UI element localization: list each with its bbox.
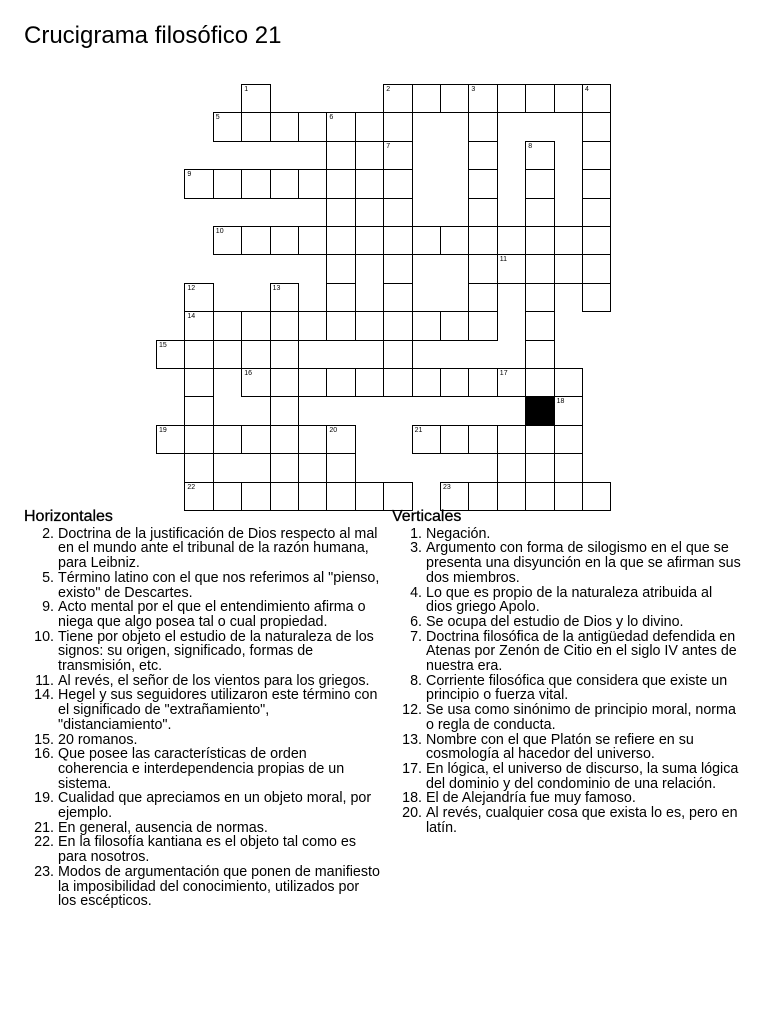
grid-cell[interactable] [326,198,355,227]
cell-number: 23 [443,483,451,491]
down-clue [392,527,742,542]
clue-text: Argumento con forma de silogismo en el que se presenta una disyunción en la que se afirman sus dos miembros. [426,540,741,586]
grid-cell[interactable] [270,340,299,369]
clue-number: 1. [410,525,422,542]
cell-number: 9 [187,171,192,179]
grid-cell[interactable] [270,368,299,397]
grid-cell[interactable] [241,311,270,340]
grid-cell[interactable] [241,368,270,397]
cell-number: 22 [187,483,196,491]
clue-number: 16. [34,746,54,763]
clue-text: Doctrina filosófica de la antigüedad defendida en Atenas por Zenón de Citio en el siglo IV antes de nuestra era. [426,628,737,675]
grid-cell[interactable] [582,226,611,255]
grid-cell[interactable] [270,169,299,198]
grid-cell[interactable] [326,425,355,454]
clue-number: 12. [402,702,422,719]
grid-cell[interactable] [525,198,554,227]
across-clue [24,527,380,571]
clue-text: En la filosofía kantiana es el objeto tal como es para nosotros. [58,834,357,866]
grid-cell[interactable] [355,482,384,511]
down-clue [392,630,742,674]
grid-cell[interactable] [554,482,583,511]
grid-cell[interactable] [440,425,469,454]
grid-cell[interactable] [270,226,299,255]
grid-cell[interactable] [440,84,469,113]
grid-cell[interactable] [525,311,554,340]
grid-cell[interactable] [582,112,611,141]
clue-text: El de Alejandría fue muy famoso. [426,790,636,807]
grid-cell[interactable] [355,368,384,397]
clue-text: Se usa como sinónimo de principio moral, norma o regla de conducta. [426,702,736,733]
grid-cell[interactable] [213,169,242,198]
down-clue [392,733,742,762]
grid-cell[interactable] [383,254,412,283]
grid-cell[interactable] [298,169,327,198]
clue-text: En general, ausencia de normas. [58,819,268,836]
grid-cell[interactable] [213,482,242,511]
grid-cell[interactable] [298,112,327,141]
grid-cell[interactable] [582,283,611,312]
grid-cell[interactable] [355,169,384,198]
grid-cell[interactable] [412,311,441,340]
down-clue [392,806,742,835]
grid-cell[interactable] [497,254,526,283]
grid-cell[interactable] [383,283,412,312]
grid-cell[interactable] [525,84,554,113]
grid-cell[interactable] [497,482,526,511]
cell-number: 12 [187,284,196,292]
across-clue-list [24,527,380,909]
grid-cell[interactable] [184,482,213,511]
grid-cell[interactable] [582,254,611,283]
clue-number: 8. [410,672,422,689]
down-clue [392,791,742,806]
grid-cell[interactable] [383,368,412,397]
clue-number: 7. [410,628,422,645]
grid-cell[interactable] [184,340,213,369]
grid-cell[interactable] [355,226,384,255]
grid-cell[interactable] [440,311,469,340]
grid-cell[interactable] [525,254,554,283]
grid-cell[interactable] [241,425,270,454]
clue-number: 14. [34,687,54,704]
grid-cell[interactable] [554,396,583,425]
grid-cell[interactable] [468,283,497,312]
clue-number: 18. [402,790,422,807]
grid-cell[interactable] [383,84,412,113]
across-clue [24,630,380,674]
grid-cell[interactable] [412,425,441,454]
grid-cell[interactable] [156,425,185,454]
clue-number: 21. [34,819,54,836]
cell-number: 16 [244,370,252,377]
grid-cell[interactable] [355,112,384,141]
grid-cell[interactable] [184,368,213,397]
cell-number: 2 [386,86,391,93]
grid-cell[interactable] [554,368,583,397]
clue-number: 10. [34,628,54,645]
grid-cell[interactable] [383,198,412,227]
down-clue-list [392,527,742,836]
across-clue [24,688,380,732]
cell-number: 18 [556,398,565,406]
clue-text: Se ocupa del estudio de Dios y lo divino. [426,613,684,630]
clue-number: 19. [34,790,54,807]
cell-number: 7 [386,142,391,150]
grid-cell[interactable] [241,226,270,255]
grid-cell[interactable] [383,169,412,198]
across-clue [24,747,380,791]
grid-cell[interactable] [355,311,384,340]
grid-cell[interactable] [383,340,412,369]
clue-text: Cualidad que apreciamos en un objeto moral, por ejemplo. [58,790,372,822]
across-clue [24,791,380,820]
down-clue [392,586,742,615]
cell-number: 21 [414,426,423,434]
grid-cell[interactable] [326,141,355,170]
grid-cell[interactable] [468,425,497,454]
grid-cell[interactable] [525,368,554,397]
grid-cell[interactable] [497,425,526,454]
cell-number: 1 [244,86,249,93]
clue-text: Que posee las características de orden coherencia e interdependencia propias de un sistema. [58,746,345,792]
grid-cell[interactable] [468,368,497,397]
grid-cell[interactable] [326,112,355,141]
grid-cell[interactable] [326,169,355,198]
grid-cell[interactable] [270,482,299,511]
clue-text: Término latino con el que nos referimos al "pienso, existo" de Descartes. [58,569,380,601]
cell-number: 13 [272,284,281,292]
down-clues [392,510,742,835]
grid-cell[interactable] [326,482,355,511]
grid-cell[interactable] [497,453,526,482]
grid-cell[interactable] [184,396,213,425]
clue-number: 3. [410,540,422,557]
grid-cell[interactable] [440,368,469,397]
grid-cell[interactable] [554,226,583,255]
clue-text: Lo que es propio de la naturaleza atribuida al dios griego Apolo. [426,584,713,616]
grid-cell[interactable] [468,141,497,170]
clue-text: Al revés, el señor de los vientos para los griegos. [58,672,370,689]
across-clue [24,571,380,600]
grid-cell[interactable] [270,396,299,425]
down-clue [392,615,742,630]
down-clue [392,703,742,732]
cell-number: 20 [329,426,338,434]
down-clue [392,674,742,703]
cell-number: 10 [215,228,224,235]
grid-cell[interactable] [241,84,270,113]
grid-cell[interactable] [468,311,497,340]
across-clue [24,865,380,909]
clue-number: 5. [42,569,54,586]
down-clue [392,762,742,791]
crossword-grid [0,0,768,500]
clue-text: Modos de argumentación que ponen de manifiesto la imposibilidad del conocimiento, utilizados por los escépticos. [58,863,380,910]
cell-number: 6 [329,114,334,122]
grid-cell[interactable] [184,453,213,482]
clue-number: 4. [410,584,422,601]
grid-cell[interactable] [241,112,270,141]
grid-cell[interactable] [298,425,327,454]
grid-cell[interactable] [383,226,412,255]
cell-number: 11 [499,256,508,264]
clue-text: Nombre con el que Platón se refiere en su cosmología al hacedor del universo. [426,731,694,763]
grid-cell[interactable] [582,141,611,170]
cell-number: 5 [215,114,220,122]
grid-cell[interactable] [270,112,299,141]
cell-number: 4 [585,86,589,93]
grid-cell[interactable] [440,226,469,255]
grid-cell[interactable] [468,254,497,283]
cell-number: 8 [528,142,533,150]
grid-cell[interactable] [383,112,412,141]
down-clue [392,541,742,585]
grid-cell[interactable] [184,425,213,454]
clue-number: 15. [34,731,54,748]
grid-cell[interactable] [298,226,327,255]
grid-cell[interactable] [184,311,213,340]
across-clue [24,821,380,836]
grid-cell[interactable] [497,84,526,113]
cell-number: 15 [159,341,167,349]
grid-cell[interactable] [184,283,213,312]
grid-cell[interactable] [270,283,299,312]
grid-cell[interactable] [525,169,554,198]
grid-cell[interactable] [213,112,242,141]
grid-cell[interactable] [270,425,299,454]
clue-number: 23. [34,863,54,880]
clue-text: Al revés, cualquier cosa que exista lo es, pero en latín. [426,805,738,836]
grid-cell[interactable] [298,311,327,340]
cell-number: 17 [499,370,508,377]
grid-block [525,396,554,425]
across-clue [24,835,380,864]
grid-cell[interactable] [241,169,270,198]
grid-cell[interactable] [468,482,497,511]
grid-cell[interactable] [582,169,611,198]
cell-number: 14 [187,313,196,321]
grid-cell[interactable] [326,254,355,283]
grid-cell[interactable] [270,311,299,340]
grid-cell[interactable] [270,453,299,482]
grid-cell[interactable] [525,482,554,511]
clue-text: Hegel y sus seguidores utilizaron este término con el significado de "extrañamiento", "distanciamiento". [58,687,378,733]
grid-cell[interactable] [326,311,355,340]
clue-number: 9. [42,599,54,616]
across-clues [24,510,380,909]
clue-text: 20 romanos. [58,731,138,748]
grid-cell[interactable] [554,453,583,482]
cell-number: 3 [471,86,476,93]
grid-cell[interactable] [298,482,327,511]
grid-cell[interactable] [184,169,213,198]
grid-cell[interactable] [554,84,583,113]
grid-cell[interactable] [213,340,242,369]
grid-cell[interactable] [582,482,611,511]
grid-cell[interactable] [525,141,554,170]
clue-number: 11. [35,672,54,689]
grid-cell[interactable] [440,482,469,511]
cell-number: 19 [159,426,167,434]
grid-cell[interactable] [468,169,497,198]
clue-text: Tiene por objeto el estudio de la naturaleza de los signos: su origen, significado, formas de transmisión, etc. [58,628,374,675]
grid-cell[interactable] [383,311,412,340]
across-heading: Horizontales [24,508,113,525]
clue-text: En lógica, el universo de discurso, la suma lógica del dominio y del condominio de una relación. [426,760,739,792]
grid-cell[interactable] [497,368,526,397]
across-clue [24,674,380,689]
grid-cell[interactable] [326,283,355,312]
clue-text: Doctrina de la justificación de Dios respecto al mal en el mundo ante el tribunal de la razón humana, para Leibniz. [58,525,378,572]
clue-number: 20. [402,805,422,822]
grid-cell[interactable] [213,311,242,340]
grid-cell[interactable] [468,112,497,141]
page-title: Crucigrama filosófico 21 [24,22,282,49]
grid-cell[interactable] [525,340,554,369]
grid-cell[interactable] [213,226,242,255]
clue-text: Negación. [426,525,491,542]
grid-cell[interactable] [525,226,554,255]
grid-cell[interactable] [497,226,526,255]
across-clue [24,600,380,629]
clue-text: Corriente filosófica que considera que existe un principio o fuerza vital. [426,672,728,704]
clue-number: 13. [402,731,422,748]
grid-cell[interactable] [298,368,327,397]
grid-cell[interactable] [468,198,497,227]
grid-cell[interactable] [554,425,583,454]
grid-cell[interactable] [326,226,355,255]
clue-number: 2. [42,525,54,542]
grid-cell[interactable] [326,453,355,482]
grid-cell[interactable] [468,226,497,255]
grid-cell[interactable] [383,482,412,511]
grid-cell[interactable] [326,368,355,397]
grid-cell[interactable] [525,425,554,454]
grid-cell[interactable] [525,283,554,312]
grid-cell[interactable] [156,340,185,369]
grid-cell[interactable] [213,425,242,454]
down-heading: Verticales [392,508,462,525]
grid-cell[interactable] [582,84,611,113]
grid-cell[interactable] [468,84,497,113]
grid-cell[interactable] [412,368,441,397]
grid-cell[interactable] [241,482,270,511]
grid-cell[interactable] [554,254,583,283]
grid-cell[interactable] [412,226,441,255]
across-clue [24,733,380,748]
grid-cell[interactable] [412,84,441,113]
grid-cell[interactable] [582,198,611,227]
clue-number: 22. [34,834,54,851]
clue-number: 6. [410,613,422,630]
clue-number: 17. [402,760,422,777]
grid-cell[interactable] [383,141,412,170]
clue-text: Acto mental por el que el entendimiento afirma o niega que algo posea tal o cual propiedad. [58,599,366,630]
